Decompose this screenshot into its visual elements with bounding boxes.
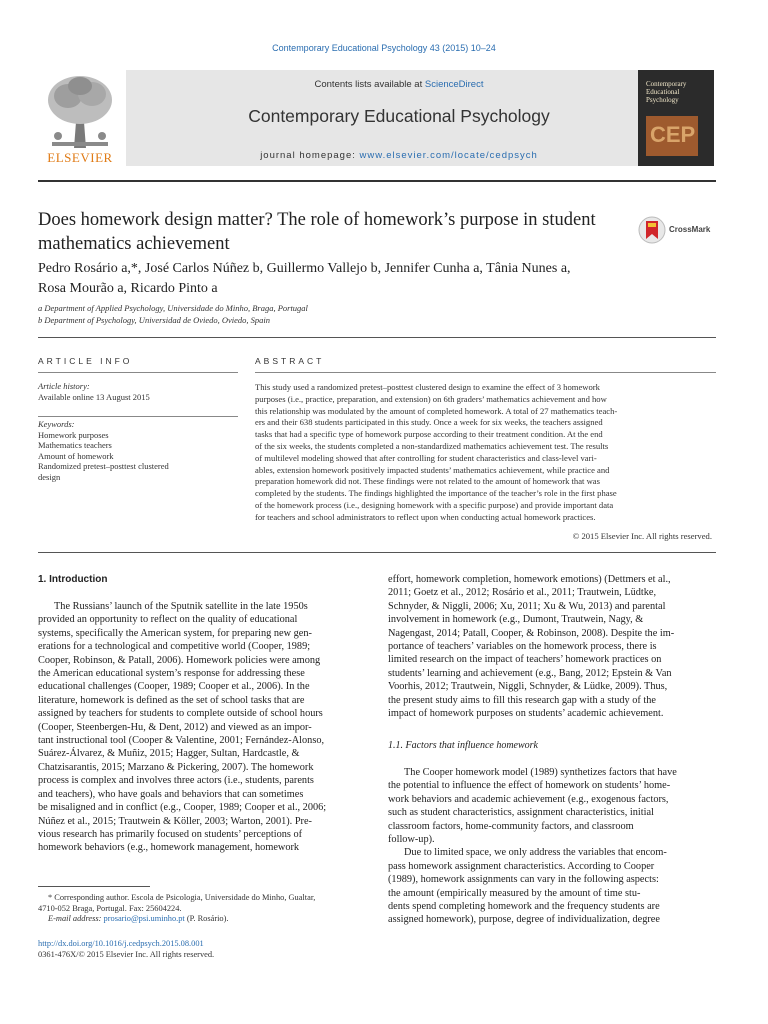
journal-banner [38,70,716,166]
abstract-line: of the six weeks, the students completed a non-standardized mathematics achievement test. The results [255,440,609,451]
journal-homepage-link[interactable]: www.elsevier.com/locate/cedpsych [359,150,538,161]
body-line: Núñez et al., 2015; Trautwein & Köller, 2003; Warton, 2001). Pre- [38,815,312,827]
body-left-column [38,600,364,855]
publisher-wordmark: ELSEVIER [47,150,113,165]
abstract-line: of multilevel modeling showed that after controlling for student characteristics and class-level vari- [255,452,597,463]
banner-info-panel [126,70,672,166]
article-title: Does homework design matter? The role of homework’s purpose in student mathematics achievement [38,210,596,254]
body-line: Suárez-Álvarez, & Muñiz, 2015; Hagger, Sultan, Hardcastle, & [38,748,300,760]
abstract-line: preparation homework did not. These findings were not related to the amount of homework that was [255,476,600,487]
footnote-line-2: 4710-052 Braga, Portugal. Fax: 25604224. [38,903,182,913]
journal-citation-line[interactable]: Contemporary Educational Psychology 43 (2015) 10–24 [272,43,496,53]
crossmark-label: CrossMark [669,225,711,234]
abstract-line: ables, extension homework positively impacted students’ mathematics achievement, while practice and [255,464,610,475]
corresponding-author-footnote [38,893,368,925]
keyword-item: Amount of homework [38,450,114,461]
body-line: involvement in homework (e.g., Dumont, Trautwein, Nagy, & [388,614,644,626]
body-line: (1989), homework assignments can vary in the following aspects: [388,874,659,886]
body-right-column-top [388,573,714,720]
abstract-line: of the homework process (i.e., designing homework with a specific purpose) and provide important data [255,499,614,510]
body-line: systems, specifically the American system, for preparing new gen- [38,627,312,639]
body-line: follow-up). [388,834,435,846]
body-line: students’ learning and achievement (e.g., Bang, 2012; Epstein & Van [388,667,672,679]
footnote-line-1: * Corresponding author. Escola de Psicologia, Universidade do Minho, Gualtar, [48,893,316,902]
body-line: the amount (empirically measured by the amount of time stu- [388,887,641,899]
abstract-line: purposes (i.e., practice, preparation, and extension) on 6th graders’ mathematics achievement and how [255,393,607,404]
footnote-rule [38,886,150,887]
article-info-heading: ARTICLE INFO [38,356,133,366]
abstract-line: This study used a randomized pretest–posttest clustered design to examine the effect of 3 homework [255,382,600,392]
doi-link[interactable]: http://dx.doi.org/10.1016/j.cedpsych.2015.08.001 [38,939,204,948]
body-line: the potential to influence the effect of homework on students’ home- [388,780,671,792]
body-line: such as student characteristics, assignment characteristics, initial [388,807,654,819]
body-line: be misaligned and in conflict (e.g., Cooper, 1989; Cooper et al., 2006; [38,802,327,814]
keyword-item: Mathematics teachers [38,440,112,450]
issn-copyright: 0361-476X/© 2015 Elsevier Inc. All rights reserved. [38,950,215,959]
author-list [38,259,658,299]
abstract-rule [255,372,716,373]
elsevier-logo[interactable] [38,70,122,166]
cover-art [646,116,698,156]
authors-line-2[interactable]: Rosa Mourão a, Ricardo Pinto a [38,281,218,296]
body-line: classroom factors, home-community factors, and classroom [388,820,634,832]
doi-block [38,938,368,960]
abstract-body [255,382,712,524]
homepage-prefix: journal homepage: [260,150,360,161]
body-line: tant instructional tool (Cooper & Valentine, 2001; Fernández-Alonso, [38,735,325,747]
abstract-line: completed by the students. The findings highlighted the importance of the teacher’s role in the first phase [255,488,617,499]
journal-homepage-line [126,150,672,161]
cover-letters: CEP [650,122,696,147]
body-line: Chatzisarantis, 2015; Marzano & Pickering, 2007). The homework [38,761,314,773]
body-line: effort, homework completion, homework emotions) (Dettmers et al., [388,574,671,585]
body-line: limited research on the impact of teachers’ homework practices on [388,654,662,666]
body-line: Nagengast, 2014; Patall, Cooper, & Robinson, 2008). Despite the im- [388,627,675,639]
crossmark-icon [637,215,667,245]
history-label: Article history: [38,381,90,391]
author-email-link[interactable]: prosario@psi.uminho.pt [103,914,185,923]
body-line: Voorhis, 2012; Trautwein, Niggli, Schnyder, & Lüdke, 2009). Thus, [388,681,668,693]
body-line: Due to limited space, we only address the variables that encom- [404,847,667,859]
body-line: Schnyder, & Niggli, 2006; Xu, 2011; Xu & Wu, 2013) and parental [388,600,666,612]
body-line: impact of homework purposes on students’ academic achievement. [388,708,664,720]
abstract-line: ers and their 638 students participated in this study. Once a week for six weeks, the teachers assigned [255,417,603,428]
body-line: erations for a technological and competitive world (Cooper, 1989; [38,641,311,653]
body-line: vious research has primarily focused on students’ perceptions of [38,828,303,840]
body-right-column-bottom [388,766,714,927]
body-line: provided an opportunity to reflect on the quality of educational [38,614,298,626]
abstract-line: for teachers and school administrators to reflect upon when conducting actual homework practices. [255,511,596,522]
keyword-item: Homework purposes [38,429,109,440]
body-line: dents spend completing homework and the frequency students are [388,901,660,913]
body-line: process is complex and involves three actors (i.e., students, parents [38,775,314,787]
keywords-rule [38,416,238,417]
contents-prefix: Contents lists available at [314,79,425,90]
journal-cover-image[interactable] [638,70,714,166]
body-line: work behaviors and academic achievement (e.g., exogenous factors, [388,793,669,805]
email-label: E-mail address: [48,914,104,923]
body-line: literature, homework is defined as the set of school tasks that are [38,694,305,706]
body-line: pass homework assignment characteristics. According to Cooper [388,860,655,872]
body-line: the present study aims to fill this research gap with a study of the [388,694,656,706]
affiliation-b: b Department of Psychology, Universidad de Oviedo, Oviedo, Spain [38,315,271,325]
abstract-heading: ABSTRACT [255,356,325,366]
crossmark-badge[interactable] [637,215,717,245]
footnote-email-line [38,914,368,925]
keywords-label: Keywords: [38,419,75,429]
body-line: and teachers), who have goals and behaviors that can sometimes [38,788,304,800]
keyword-item: design [38,471,61,482]
history-value: Available online 13 August 2015 [38,391,150,402]
body-line: portance of teachers’ variables on the homework process, there is [388,641,657,653]
body-line: assigned homework), purpose, degree of individualization, degree [388,914,660,926]
authors-line-1[interactable]: Pedro Rosário a,*, José Carlos Núñez b, Guillermo Vallejo b, Jennifer Cunha a, Tânia Nunes a, [38,261,571,276]
section-heading-introduction: 1. Introduction [38,574,108,585]
abstract-copyright: © 2015 Elsevier Inc. All rights reserved. [572,531,712,541]
body-line: homework behaviors (e.g., homework management, homework [38,842,300,854]
abstract-line: this relationship was modulated by the amount of completed homework. A total of 27 mathematics teach- [255,405,618,416]
sciencedirect-link[interactable]: ScienceDirect [424,79,484,90]
affiliation-divider [38,337,716,338]
body-line: 2011; Goetz et al., 2012; Rosário et al., 2011; Trautwein, Lüdtke, [388,587,657,599]
header-divider [38,180,716,182]
affiliation-a: a Department of Applied Psychology, Universidade do Minho, Braga, Portugal [38,303,308,313]
body-line: The Cooper homework model (1989) synthetizes factors that have [404,767,677,778]
contents-available-line [126,79,672,90]
keyword-item: Randomized pretest–posttest clustered [38,461,169,471]
abstract-divider [38,552,716,553]
article-history [38,381,150,402]
body-line: educational challenges (Cooper, 1989; Cooper et al., 2006). In the [38,681,310,693]
body-line: The Russians’ launch of the Sputnik satellite in the late 1950s [54,601,308,612]
body-line: Cooper, Robinson, & Patall, 2006). Homework policies were among [38,654,321,666]
journal-title: Contemporary Educational Psychology [248,106,550,126]
email-suffix: (P. Rosário). [184,914,229,923]
body-line: (Cooper, Steenbergen-Hu, & Dent, 2012) and viewed as an impor- [38,721,312,733]
cover-title-text: Contemporary Educational Psychology [646,80,687,104]
body-line: assigned by teachers for students to complete outside of school hours [38,708,323,720]
article-info-rule [38,372,238,373]
subsection-heading-factors: 1.1. Factors that influence homework [388,740,538,751]
body-line: the American educational system’s response for addressing these [38,668,305,680]
keywords-block [38,419,169,482]
abstract-line: tasks that had a specific type of homework purpose according to their treatment condition. At the end [255,429,603,440]
